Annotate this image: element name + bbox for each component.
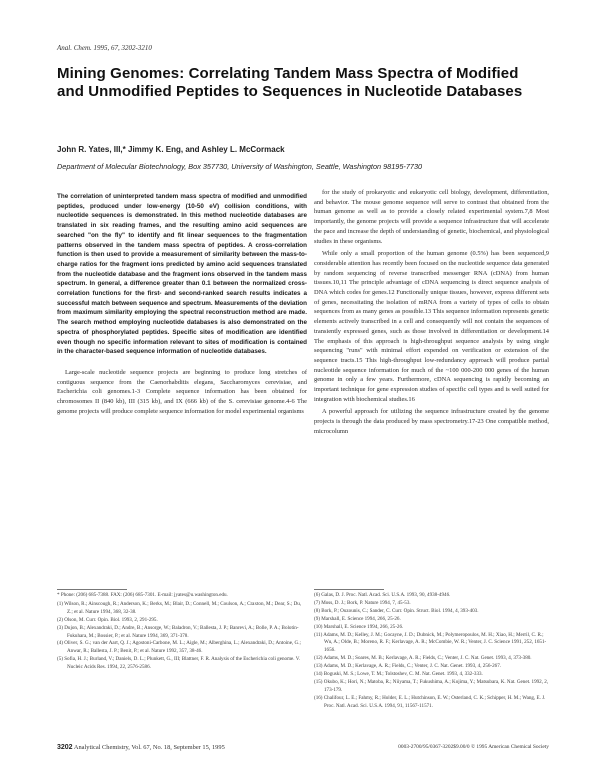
reference-item: (6) Galas, D. J. Proc. Natl. Acad. Sci. U.S.A. 1993, 90, 4938-4946. [314,592,451,598]
body-paragraph: A powerful approach for utilizing the sequence infrastructure created by the genome projects is through the data produced by mass spectrometry.17-23 One compatible method, microcolumn [314,408,549,435]
reference-item: (14) Boguski, M. S.; Lowe, T. M.; Tolstoshev, C. M. Nat. Genet. 1993, 4, 332-333. [314,671,483,678]
page-number: 3202 [57,744,73,751]
article-title: Mining Genomes: Correlating Tandem Mass Spectra of Modified and Unmodified Peptides to Sequences in Nucleotide Databases [57,65,523,100]
reference-item: (15) Okubo, K.; Hori, N.; Matoba, R.; Niiyama, T.; Fukushima, A.; Kojima, Y.; Matsubara, K. Nat. Genet. 1992, 2, 173-179. [314,678,549,693]
reference-item: (10) Marshall, E. Science 1994, 266, 25-26. [314,623,404,630]
author-affiliation: Department of Molecular Biotechnology, Box 357730, University of Washington, Seattle, Washington 98195-7730 [57,162,423,171]
corresponding-author-note: * Phone: (206) 685-7388. FAX: (206) 685-7301. E-mail: jyates@u.washington.edu. [57,592,228,598]
reference-item: (3) Dujon, B.; Alexandraki, D.; Andre, B.; Ansorge, W.; Baladron, V.; Ballesta, J. P.; Banrevi, A.; Bolle, P. A.; Bolotin-Fukuhara, M.; Bossier, P.; et al. Nature 1994, 369, 371-378. [57,624,299,639]
reference-item: (5) Sofia, H. J.; Burland, V.; Daniels, D. L.; Plunkett, G., III; Blattner, F. R. Analysis of the Escherichia coli genome. V. Nucleic Acids Res. 1994, 22, 2576-2586. [57,656,301,671]
journal-citation: Anal. Chem. 1995, 67, 3202-3210 [57,44,152,52]
right-column [314,188,549,437]
reference-item: (8) Bork, P.; Ouzounis, C.; Sander, C. Curr. Opin. Struct. Biol. 1994, 4, 393-403. [314,607,479,614]
footnote-divider [314,589,384,590]
body-paragraph: for the study of prokaryotic and eukaryotic cell biology, development, differentiation, and behavior. The mouse genome sequence will serve to contrast that obtained from the human genome as well as to provide a closely related experimental system.7,8 Most importantly, the genome projects will provide a sequence infrastructure that will accelerate the pace and increase the depth of understanding of genetic, biochemical, and physiological studies in these organisms. [314,189,549,245]
author-list: John R. Yates, III,* Jimmy K. Eng, and Ashley L. McCormack [57,145,285,154]
reference-item: (2) Olson, M. Curr. Opin. Biol. 1993, 2, 291-295. [57,616,158,623]
left-column [57,192,307,416]
right-footnotes [314,592,549,711]
abstract: The correlation of uninterpreted tandem mass spectra of modified and unmodified peptides, produced under low-energy (10-50 eV) collision conditions, with nucleotide sequences is demonstrated. In this method nucleotide databases are translated in six reading frames, and the resulting amino acid sequences are searched "on the fly" to identify and fit linear sequences to the fragmentation patterns observed in the tandem mass spectra of peptides. A cross-correlation function is then used to provide a measurement of similarity between the mass-to-charge ratios for the fragment ions predicted by amino acid sequences translated from the nucleotide database and the fragment ions observed in the tandem mass spectrum. In general, a difference greater than 0.1 between the normalized cross-correlation functions for the first- and second-ranked search results indicates a successful match between sequence and spectrum. Measurements of the deviation from maximum similarity employing the spectral reconstruction method are made. The search method employing nucleotide databases is also demonstrated on the spectra of phosphorylated peptides. Specific sites of modification are identified even though no specific information relevant to sites of modification is contained in the character-based sequence information of nucleotide databases. [57,193,307,356]
reference-item: (4) Oliver, S. G.; van der Aart, Q. J.; Agostoni-Carbone, M. L.; Aigle, M.; Alberghina, L.; Alexandraki, D.; Antoine, G.; Anwar, R.; Ballesta, J. P.; Benit, P.; et al. Nature 1992, 357, 38-46. [57,640,301,655]
reference-item: (16) Chalifour, L. E.; Fahmy, R.; Holder, E. L.; Hutchinson, E. W.; Osterland, C. K.; Schipper, H. M.; Wang, E. J. Proc. Natl. Acad. Sci. U.S.A. 1994, 91, 11567-11571. [314,694,546,709]
body-paragraph: While only a small proportion of the human genome (0.5%) has been sequenced,9 considerable attention has recently been focused on the nucleotide sequence data generated by random sequencing of reverse transcribed messenger RNA (cDNA) from human tissues.10,11 The principle advantage of cDNA sequencing is direct sequence analysis of DNA which codes for genes.12 Functionally unique tissues, however, express different sets of genes, necessitating the isolation of mRNA from a variety of types of cells to obtain sequences from as many genes as possible.13 This sequence information represents genetic elements actively transcribed in a cell and consequently will not contain the sequences of transiently expressed genes, such as those involved in differentiation or development.14 The emphasis of this approach is high-throughput sequence analysis by using single sequencing "runs" with minimal effort expended on verification or extension of the sequence tracts.15 This high-throughput low-redundancy approach will produce partial nucleotide sequence information for much of the ~100 000-200 000 genes of the human genome in only a few years. Furthermore, cDNA sequencing is rapidly becoming an important technique for gene expression studies of specific cell types and is well suited for integration with biochemical studies.16 [314,250,549,403]
reference-item: (12) Adams, M. D.; Soares, M. B.; Kerlavage, A. R.; Fields, C.; Venter, J. C. Nat. Genet. 1993, 4, 373-380. [314,655,532,662]
journal-info: Analytical Chemistry, Vol. 67, No. 18, September 15, 1995 [73,744,225,751]
body-paragraph: Large-scale nucleotide sequence projects are beginning to produce long stretches of contiguous sequence from the Caenorhabditis elegans, Saccharomyces cerevisiae, and Escherichia coli genomes.1-3 Complete sequence information has been obtained for chromosomes II (840 kb), III (315 kb), and IX (666 kb) of the S. cerevisiae genome.4-6 The genome projects will produce complete sequence information for model experimental organisms [57,368,307,415]
left-footnotes [57,592,307,672]
reference-item: (11) Adams, M. D.; Kelley, J. M.; Gocayne, J. D.; Dubnick, M.; Polymeropoulos, M. H.; Xiao, H.; Merril, C. R.; Wu, A.; Olde, B.; Moreno, R. F.; Kerlavage, A. R.; McCombie, W. R.; Venter, J. C. Science 1991, 252, 1651-1656. [314,631,547,654]
footnote-divider [57,589,127,590]
reference-item: (13) Adams, M. D.; Kerlavage, A. R.; Fields, C.; Venter, J. C. Nat. Genet. 1993, 4, 256-267. [314,663,502,670]
footer-left [57,744,225,751]
reference-item: (9) Marshall, E. Science 1994, 266, 25-26. [314,615,401,622]
reference-item: (7) Moss, D. J.; Bork, P. Nature 1994, 7, 45-53. [314,599,411,606]
copyright-line: 0003-2700/95/0367-3202$9.00/0 © 1995 American Chemical Society [398,744,549,750]
left-body-text [57,368,307,417]
reference-item: (1) Wilson, R.; Ainscough, R.; Anderson, K.; Berks, M.; Blair, D.; Connell, M.; Coulson, A.; Craxton, M.; Dear, S.; Du, Z.; et al. Nature 1994, 368, 32-38. [57,600,302,615]
